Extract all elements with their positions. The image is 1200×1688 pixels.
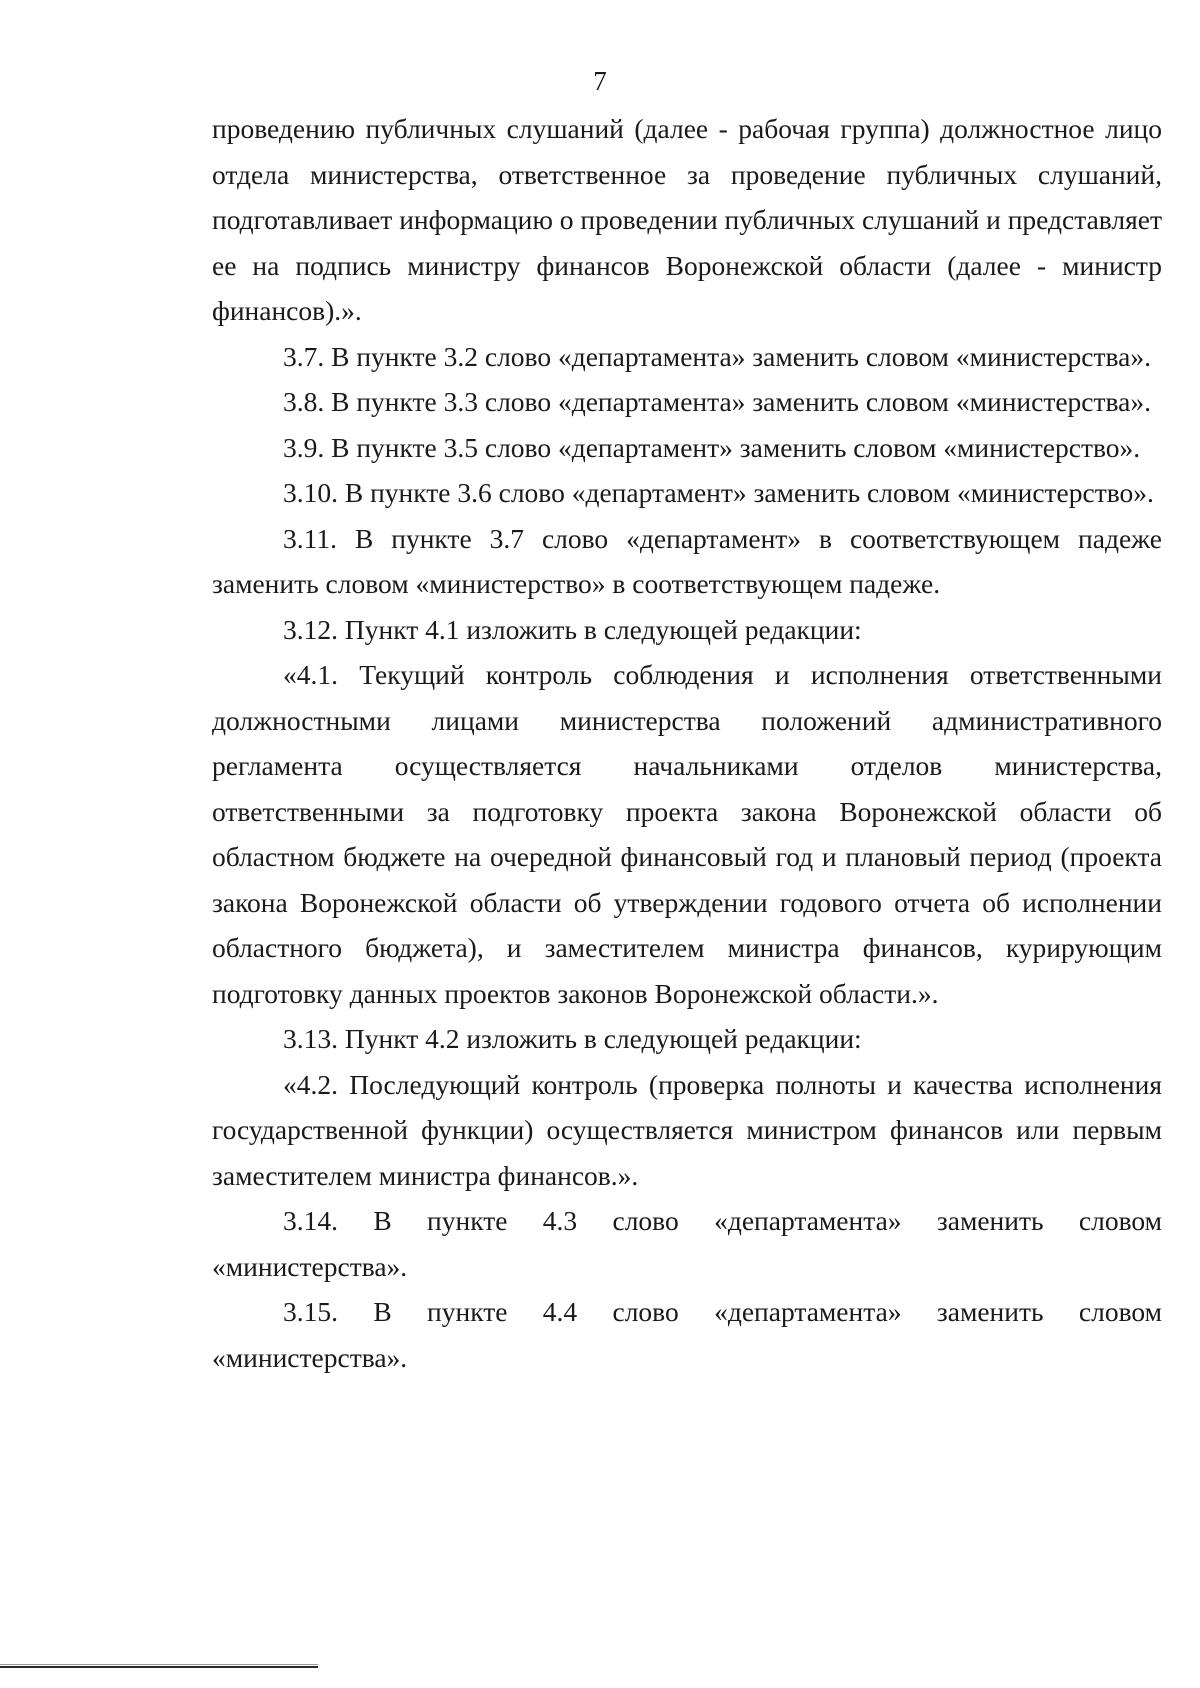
- paragraph-3-8: 3.8. В пункте 3.3 слово «департамента» заменить словом «министерства».: [283, 386, 1151, 417]
- paragraph-continuation: проведению публичных слушаний (далее - рабочая группа) должностное лицо отдела министерства, ответственное за проведение публичных слушаний, подготавливает информацию о проведении публичных слушаний и представляет ее на подпись министру финансов Воронежской области (далее - министр финансов).».: [212, 113, 1162, 326]
- paragraph-3-12: 3.12. Пункт 4.1 изложить в следующей редакции:: [283, 613, 862, 645]
- paragraph-3-9: 3.9. В пункте 3.5 слово «департамент» заменить словом «министерство».: [283, 431, 1141, 463]
- paragraph-3-11: 3.11. В пункте 3.7 слово «департамент» в соответствующем падеже заменить словом «министерство» в соответствующем падеже.: [212, 522, 1162, 599]
- paragraph-4-1-quote: «4.1. Текущий контроль соблюдения и исполнения ответственными должностными лицами министерства положений административного регламента осуществляется начальниками отделов министерства, ответственными за подготовку проекта закона Воронежской области об областном бюджете на очередной финансовый год и плановый период (проекта закона Воронежской области об утверждении годового отчета об исполнении областного бюджета), и заместителем министра финансов, курирующим подготовку данных проектов законов Воронежской области.».: [212, 659, 1162, 1009]
- paragraph-3-7: 3.7. В пункте 3.2 слово «департамента» заменить словом «министерства».: [283, 340, 1151, 372]
- paragraph-3-10: 3.10. В пункте 3.6 слово «департамент» заменить словом «министерство».: [283, 477, 1154, 508]
- paragraph-4-2-quote: «4.2. Последующий контроль (проверка полноты и качества исполнения государственной функции) осуществляется министром финансов или первым заместителем министра финансов.».: [212, 1068, 1162, 1191]
- page-number: 7: [593, 66, 607, 96]
- document-body: [212, 106, 1162, 1380]
- paragraph-3-15: 3.15. В пункте 4.4 слово «департамента» заменить словом «министерства».: [212, 1296, 1162, 1373]
- paragraph-3-14: 3.14. В пункте 4.3 слово «департамента» заменить словом «министерства».: [212, 1205, 1162, 1282]
- scan-edge-line: [0, 1666, 318, 1668]
- scan-edge-line-faint: [0, 1664, 318, 1665]
- paragraph-3-13: 3.13. Пункт 4.2 изложить в следующей редакции:: [283, 1023, 862, 1054]
